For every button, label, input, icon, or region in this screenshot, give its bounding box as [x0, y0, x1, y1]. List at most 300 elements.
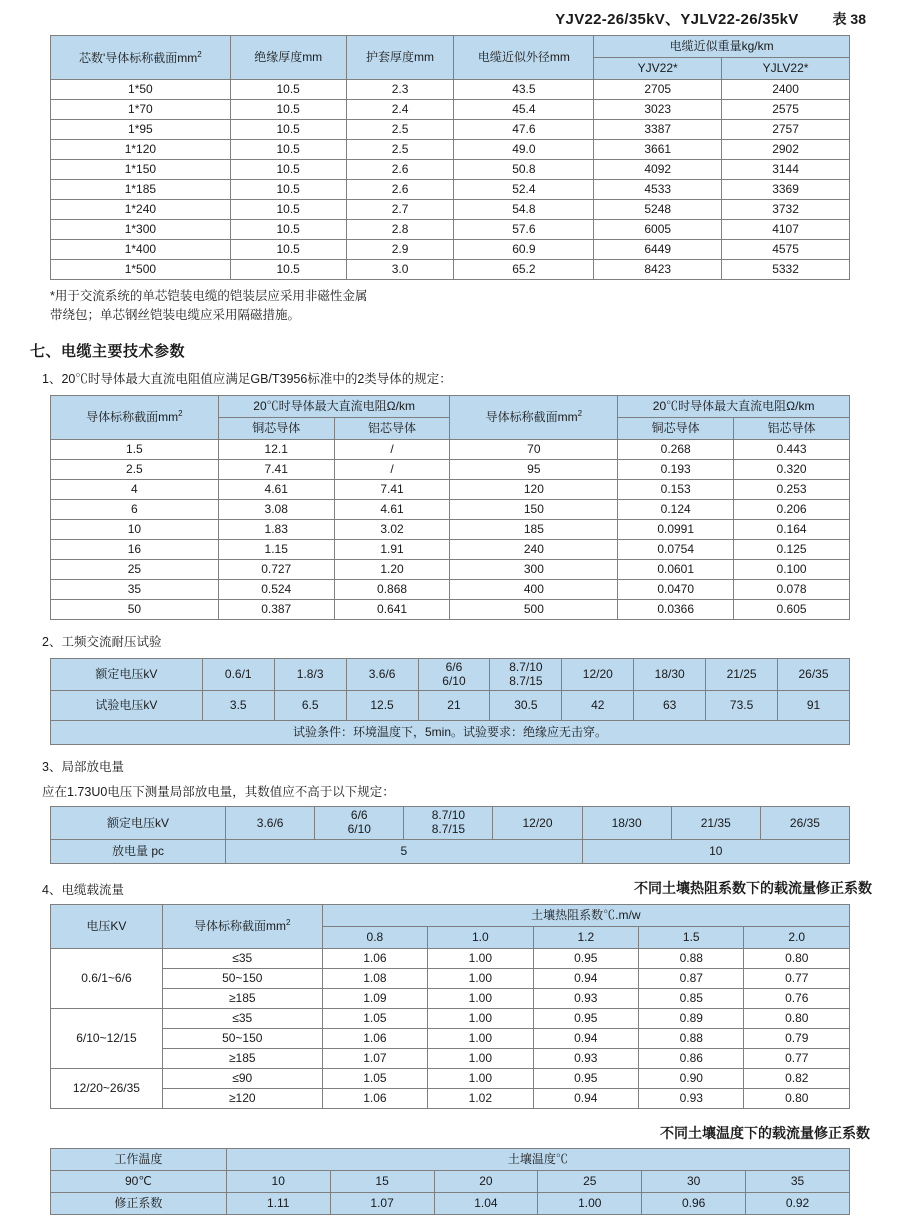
table38-cell-2-2: 2.5 — [346, 120, 454, 140]
table38-cell-4-5: 3144 — [722, 160, 850, 180]
thermal-section-0-2: ≥185 — [162, 988, 322, 1008]
thermal-value-1-1-0: 1.06 — [322, 1028, 427, 1048]
withstand-rated-1: 1.8/3 — [274, 658, 346, 691]
th-weight-yjv: YJV22* — [594, 58, 722, 80]
thermal-section-1-1: 50~150 — [162, 1028, 322, 1048]
res-left-5-0: 16 — [51, 539, 219, 559]
resistance-header-row-1 — [51, 395, 850, 417]
table-row — [51, 479, 850, 499]
table38-cell-4-3: 50.8 — [454, 160, 594, 180]
thermal-value-0-0-1: 1.00 — [428, 948, 533, 968]
res-right-3-2: 0.206 — [734, 499, 850, 519]
res-left-7-0: 35 — [51, 579, 219, 599]
pd-rated-0: 3.6/6 — [226, 807, 315, 840]
table-row — [51, 240, 850, 260]
soil-temp-4: 30 — [642, 1170, 746, 1192]
thermal-value-0-2-2: 0.93 — [533, 988, 638, 1008]
th-sheath: 护套厚度mm — [346, 36, 454, 80]
thermal-section-2-0: ≤90 — [162, 1068, 322, 1088]
res-left-5-1: 1.15 — [218, 539, 334, 559]
withstand-test-2: 12.5 — [346, 691, 418, 721]
table-row — [51, 539, 850, 559]
soil-temp-wrapper — [50, 1148, 850, 1215]
table38-cell-6-0: 1*240 — [51, 200, 231, 220]
thermal-value-2-0-2: 0.95 — [533, 1068, 638, 1088]
thermal-value-0-0-3: 0.88 — [639, 948, 744, 968]
table-row — [51, 1048, 850, 1068]
table38-cell-9-5: 5332 — [722, 260, 850, 280]
res-right-6-0: 300 — [450, 559, 618, 579]
table-row — [51, 80, 850, 100]
table38-cell-4-2: 2.6 — [346, 160, 454, 180]
res-right-5-2: 0.125 — [734, 539, 850, 559]
soil-factor-0: 1.11 — [226, 1192, 330, 1214]
table38-cell-5-3: 52.4 — [454, 180, 594, 200]
thermal-value-0-0-0: 1.06 — [322, 948, 427, 968]
withstand-test-5: 42 — [562, 691, 634, 721]
table38-cell-3-1: 10.5 — [230, 140, 346, 160]
table-row — [51, 1028, 850, 1048]
withstand-test-0: 3.5 — [202, 691, 274, 721]
th-section-left: 导体标称截面$mm^2$ — [51, 395, 219, 439]
table-row — [51, 948, 850, 968]
table38-cell-8-0: 1*400 — [51, 240, 231, 260]
table38-cell-6-3: 54.8 — [454, 200, 594, 220]
table38-cell-9-2: 3.0 — [346, 260, 454, 280]
table-row — [51, 200, 850, 220]
thermal-value-1-2-4: 0.77 — [744, 1048, 850, 1068]
table-number: 表 38 — [832, 11, 866, 27]
soil-temp-title: 不同土壤温度下的载流量修正系数 — [660, 1124, 870, 1141]
section7-item4: 4、电缆载流量 — [42, 882, 124, 897]
pd-row-rated — [51, 807, 850, 840]
res-left-3-1: 3.08 — [218, 499, 334, 519]
table38-wrapper — [50, 35, 850, 280]
table38-cell-9-0: 1*500 — [51, 260, 231, 280]
table38-body — [51, 80, 850, 280]
thermal-value-1-0-2: 0.95 — [533, 1008, 638, 1028]
table38-cell-3-4: 3661 — [594, 140, 722, 160]
withstand-table — [50, 658, 850, 746]
thermal-value-1-2-1: 1.00 — [428, 1048, 533, 1068]
res-left-6-1: 0.727 — [218, 559, 334, 579]
thermal-voltage-0: 0.6/1~6/6 — [51, 948, 163, 1008]
thermal-value-0-2-1: 1.00 — [428, 988, 533, 1008]
sup-2: 2 — [197, 49, 202, 59]
table-row — [51, 1008, 850, 1028]
thermal-value-2-0-1: 1.00 — [428, 1068, 533, 1088]
section7-item3-para: 应在1.73U0电压下测量局部放电量，其数值应不高于以下规定： — [42, 785, 395, 800]
table38-cell-4-4: 4092 — [594, 160, 722, 180]
pd-rated-5: 21/35 — [671, 807, 760, 840]
withstand-rated-0: 0.6/1 — [202, 658, 274, 691]
res-right-0-2: 0.443 — [734, 439, 850, 459]
res-left-0-1: 12.1 — [218, 439, 334, 459]
th-thermal-group: 土壤热阻系数℃.m/w — [322, 904, 849, 926]
soil-header-row — [51, 1148, 850, 1170]
withstand-row-test — [51, 691, 850, 721]
thermal-value-0-1-0: 1.08 — [322, 968, 427, 988]
thermal-coeff-3: 1.5 — [639, 926, 744, 948]
table38-cell-0-5: 2400 — [722, 80, 850, 100]
withstand-test-7: 73.5 — [706, 691, 778, 721]
thermal-value-2-1-2: 0.94 — [533, 1088, 638, 1108]
pd-rated-1: 6/6 6/10 — [315, 807, 404, 840]
thermal-value-2-0-3: 0.90 — [639, 1068, 744, 1088]
th-soil-temp-group: 土壤温度℃ — [226, 1148, 849, 1170]
res-right-3-1: 0.124 — [618, 499, 734, 519]
table38-cell-7-3: 57.6 — [454, 220, 594, 240]
res-right-7-2: 0.078 — [734, 579, 850, 599]
thermal-coeff-4: 2.0 — [744, 926, 850, 948]
thermal-header-row-1 — [51, 904, 850, 926]
table-row — [51, 100, 850, 120]
res-right-1-1: 0.193 — [618, 459, 734, 479]
thermal-value-0-0-4: 0.80 — [744, 948, 850, 968]
table38-cell-0-4: 2705 — [594, 80, 722, 100]
thermal-coeff-0: 0.8 — [322, 926, 427, 948]
table-row — [51, 988, 850, 1008]
page-title: YJV22-26/35kV、YJLV22-26/35kV — [555, 11, 799, 28]
section7-heading: 七、电缆主要技术参数 — [30, 342, 186, 360]
table38-cell-3-5: 2902 — [722, 140, 850, 160]
table-row — [51, 140, 850, 160]
thermal-value-1-2-2: 0.93 — [533, 1048, 638, 1068]
res-right-2-0: 120 — [450, 479, 618, 499]
th-outer-diameter: 电缆近似外径mm — [454, 36, 594, 80]
res-left-5-2: 1.91 — [334, 539, 450, 559]
withstand-test-1: 6.5 — [274, 691, 346, 721]
thermal-value-2-1-3: 0.93 — [639, 1088, 744, 1108]
table-row — [51, 599, 850, 619]
res-left-4-0: 10 — [51, 519, 219, 539]
note-line-2: 带绕包；单芯钢丝铠装电缆应采用隔磁措施。 — [50, 308, 301, 323]
resistance-table-body — [51, 439, 850, 619]
withstand-rated-7: 21/25 — [706, 658, 778, 691]
thermal-value-0-2-0: 1.09 — [322, 988, 427, 1008]
thermal-section-2-1: ≥120 — [162, 1088, 322, 1108]
table38-cell-2-5: 2757 — [722, 120, 850, 140]
thermal-value-1-1-1: 1.00 — [428, 1028, 533, 1048]
soil-temp-3: 25 — [538, 1170, 642, 1192]
res-right-1-0: 95 — [450, 459, 618, 479]
table38-cell-7-5: 4107 — [722, 220, 850, 240]
table38-cell-5-0: 1*185 — [51, 180, 231, 200]
section7-item4-row — [28, 878, 872, 898]
pd-rated-6: 26/35 — [760, 807, 849, 840]
table38-cell-1-4: 3023 — [594, 100, 722, 120]
res-right-4-2: 0.164 — [734, 519, 850, 539]
table38-cell-5-1: 10.5 — [230, 180, 346, 200]
withstand-test-3: 21 — [418, 691, 490, 721]
soil-temp-2: 20 — [434, 1170, 538, 1192]
thermal-coeff-2: 1.2 — [533, 926, 638, 948]
res-left-1-2: / — [334, 459, 450, 479]
res-right-5-0: 240 — [450, 539, 618, 559]
thermal-voltage-1: 6/10~12/15 — [51, 1008, 163, 1068]
table38-cell-8-5: 4575 — [722, 240, 850, 260]
withstand-rated-3: 6/6 6/10 — [418, 658, 490, 691]
th-pd-rated-voltage: 额定电压kV — [51, 807, 226, 840]
res-left-2-0: 4 — [51, 479, 219, 499]
soil-temp-table — [50, 1148, 850, 1215]
withstand-rated-5: 12/20 — [562, 658, 634, 691]
table38-cell-8-2: 2.9 — [346, 240, 454, 260]
table38-cell-1-2: 2.4 — [346, 100, 454, 120]
thermal-value-0-1-4: 0.77 — [744, 968, 850, 988]
thermal-value-1-0-3: 0.89 — [639, 1008, 744, 1028]
thermal-resistivity-wrapper — [50, 904, 850, 1109]
th-test-voltage: 试验电压kV — [51, 691, 203, 721]
th-aluminium-left: 铝芯导体 — [334, 417, 450, 439]
th-aluminium-right: 铝芯导体 — [734, 417, 850, 439]
table-row — [51, 1088, 850, 1108]
res-left-4-1: 1.83 — [218, 519, 334, 539]
table-row — [51, 579, 850, 599]
table-row — [51, 120, 850, 140]
res-right-8-0: 500 — [450, 599, 618, 619]
res-right-0-0: 70 — [450, 439, 618, 459]
res-left-2-2: 7.41 — [334, 479, 450, 499]
thermal-value-1-2-0: 1.07 — [322, 1048, 427, 1068]
th-90c: 90℃ — [51, 1170, 227, 1192]
res-left-0-2: / — [334, 439, 450, 459]
table38-cell-7-2: 2.8 — [346, 220, 454, 240]
res-right-2-1: 0.153 — [618, 479, 734, 499]
table38-cell-0-2: 2.3 — [346, 80, 454, 100]
res-left-3-0: 6 — [51, 499, 219, 519]
withstand-condition: 试验条件：环境温度下，5min。试验要求：绝缘应无击穿。 — [51, 721, 850, 745]
soil-factor-1: 1.07 — [330, 1192, 434, 1214]
soil-factor-3: 1.00 — [538, 1192, 642, 1214]
table38-cell-0-3: 43.5 — [454, 80, 594, 100]
pd-rated-3: 12/20 — [493, 807, 582, 840]
thermal-value-2-0-0: 1.05 — [322, 1068, 427, 1088]
thermal-value-1-0-1: 1.00 — [428, 1008, 533, 1028]
th-section-right: 导体标称截面$mm^2$ — [450, 395, 618, 439]
res-right-7-0: 400 — [450, 579, 618, 599]
thermal-table-body — [51, 948, 850, 1108]
res-right-4-1: 0.0991 — [618, 519, 734, 539]
withstand-rated-4: 8.7/10 8.7/15 — [490, 658, 562, 691]
withstand-rated-6: 18/30 — [634, 658, 706, 691]
th-weight-yjlv: YJLV22* — [722, 58, 850, 80]
thermal-value-2-1-4: 0.80 — [744, 1088, 850, 1108]
withstand-row-rated — [51, 658, 850, 691]
table38-cell-9-3: 65.2 — [454, 260, 594, 280]
soil-row-factors — [51, 1192, 850, 1214]
pd-rated-4: 18/30 — [582, 807, 671, 840]
res-right-6-2: 0.100 — [734, 559, 850, 579]
table38-cell-1-0: 1*70 — [51, 100, 231, 120]
pd-rated-2: 8.7/10 8.7/15 — [404, 807, 493, 840]
table-row — [51, 220, 850, 240]
partial-discharge-table — [50, 806, 850, 864]
th-correction-factor: 修正系数 — [51, 1192, 227, 1214]
th-work-temp: 工作温度 — [51, 1148, 227, 1170]
table38-note — [50, 287, 850, 326]
res-left-7-1: 0.524 — [218, 579, 334, 599]
thermal-value-0-1-3: 0.87 — [639, 968, 744, 988]
table38 — [50, 35, 850, 280]
res-left-6-2: 1.20 — [334, 559, 450, 579]
res-left-7-2: 0.868 — [334, 579, 450, 599]
res-left-0-0: 1.5 — [51, 439, 219, 459]
soil-factor-5: 0.92 — [746, 1192, 850, 1214]
thermal-value-1-0-0: 1.05 — [322, 1008, 427, 1028]
th-rated-voltage: 额定电压kV — [51, 658, 203, 691]
page-header — [28, 8, 872, 29]
table-row — [51, 499, 850, 519]
table38-cell-3-3: 49.0 — [454, 140, 594, 160]
soil-factor-4: 0.96 — [642, 1192, 746, 1214]
table-row — [51, 180, 850, 200]
thermal-value-2-0-4: 0.82 — [744, 1068, 850, 1088]
res-right-4-0: 185 — [450, 519, 618, 539]
table38-cell-5-2: 2.6 — [346, 180, 454, 200]
table38-cell-0-1: 10.5 — [230, 80, 346, 100]
table38-cell-9-4: 8423 — [594, 260, 722, 280]
table38-cell-1-5: 2575 — [722, 100, 850, 120]
th-insulation: 绝缘厚度mm — [230, 36, 346, 80]
table38-cell-3-2: 2.5 — [346, 140, 454, 160]
res-right-5-1: 0.0754 — [618, 539, 734, 559]
th-copper-left: 铜芯导体 — [218, 417, 334, 439]
table-row — [51, 459, 850, 479]
withstand-test-4: 30.5 — [490, 691, 562, 721]
table-row — [51, 1068, 850, 1088]
thermal-value-0-1-1: 1.00 — [428, 968, 533, 988]
table38-cell-5-4: 4533 — [594, 180, 722, 200]
th-resistance-group-right: 20℃时导体最大直流电阻Ω/km — [618, 395, 850, 417]
table38-cell-7-1: 10.5 — [230, 220, 346, 240]
table38-cell-2-4: 3387 — [594, 120, 722, 140]
res-right-8-2: 0.605 — [734, 599, 850, 619]
withstand-test-8: 91 — [778, 691, 850, 721]
res-left-1-1: 7.41 — [218, 459, 334, 479]
soil-temp-1: 15 — [330, 1170, 434, 1192]
table38-cell-0-0: 1*50 — [51, 80, 231, 100]
thermal-value-1-1-4: 0.79 — [744, 1028, 850, 1048]
section7-item1: 1、20℃时导体最大直流电阻值应满足GB/T3956标准中的2类导体的规定： — [42, 371, 452, 386]
res-left-8-0: 50 — [51, 599, 219, 619]
thermal-resistivity-table — [50, 904, 850, 1109]
table38-cell-9-1: 10.5 — [230, 260, 346, 280]
res-right-7-1: 0.0470 — [618, 579, 734, 599]
table-row — [51, 260, 850, 280]
note-line-1: *用于交流系统的单芯铠装电缆的铠装层应采用非磁性金属 — [50, 289, 368, 303]
section7-item2: 2、工频交流耐压试验 — [42, 634, 162, 649]
thermal-value-0-2-4: 0.76 — [744, 988, 850, 1008]
res-left-2-1: 4.61 — [218, 479, 334, 499]
table38-cell-5-5: 3369 — [722, 180, 850, 200]
pd-value-0: 5 — [226, 839, 583, 863]
thermal-value-0-1-2: 0.94 — [533, 968, 638, 988]
res-left-3-2: 4.61 — [334, 499, 450, 519]
thermal-section-0-1: 50~150 — [162, 968, 322, 988]
table38-header-row-1 — [51, 36, 850, 58]
table38-cell-6-2: 2.7 — [346, 200, 454, 220]
table38-cell-6-4: 5248 — [594, 200, 722, 220]
thermal-value-0-2-3: 0.85 — [639, 988, 744, 1008]
th-cores-section: 芯数'导体标称截面$mm^2$ — [51, 36, 231, 80]
section7-item3: 3、局部放电量 — [42, 760, 124, 775]
thermal-value-1-1-2: 0.94 — [533, 1028, 638, 1048]
table38-cell-1-1: 10.5 — [230, 100, 346, 120]
res-left-8-1: 0.387 — [218, 599, 334, 619]
table-row — [51, 439, 850, 459]
thermal-section-0-0: ≤35 — [162, 948, 322, 968]
thermal-value-2-1-0: 1.06 — [322, 1088, 427, 1108]
withstand-table-wrapper — [50, 658, 850, 746]
table38-cell-1-3: 45.4 — [454, 100, 594, 120]
table38-cell-3-0: 1*120 — [51, 140, 231, 160]
res-right-0-1: 0.268 — [618, 439, 734, 459]
th-resistance-group-left: 20℃时导体最大直流电阻Ω/km — [218, 395, 450, 417]
thermal-resistivity-title: 不同土壤热阻系数下的载流量修正系数 — [634, 879, 872, 896]
table38-cell-8-1: 10.5 — [230, 240, 346, 260]
withstand-rated-2: 3.6/6 — [346, 658, 418, 691]
table38-cell-2-0: 1*95 — [51, 120, 231, 140]
resistance-table — [50, 395, 850, 620]
table38-cell-2-3: 47.6 — [454, 120, 594, 140]
table-row — [51, 559, 850, 579]
soil-temp-5: 35 — [746, 1170, 850, 1192]
th-copper-right: 铜芯导体 — [618, 417, 734, 439]
table38-cell-6-1: 10.5 — [230, 200, 346, 220]
soil-row-temps — [51, 1170, 850, 1192]
res-right-8-1: 0.0366 — [618, 599, 734, 619]
thermal-voltage-2: 12/20~26/35 — [51, 1068, 163, 1108]
thermal-value-1-2-3: 0.86 — [639, 1048, 744, 1068]
res-left-6-0: 25 — [51, 559, 219, 579]
res-right-6-1: 0.0601 — [618, 559, 734, 579]
table-row — [51, 160, 850, 180]
res-right-3-0: 150 — [450, 499, 618, 519]
table-row — [51, 519, 850, 539]
partial-discharge-wrapper — [50, 806, 850, 864]
table38-cell-8-4: 6449 — [594, 240, 722, 260]
soil-factor-2: 1.04 — [434, 1192, 538, 1214]
thermal-value-2-1-1: 1.02 — [428, 1088, 533, 1108]
th-pd-value: 放电量 pc — [51, 839, 226, 863]
res-left-1-0: 2.5 — [51, 459, 219, 479]
thermal-value-1-1-3: 0.88 — [639, 1028, 744, 1048]
withstand-test-6: 63 — [634, 691, 706, 721]
res-left-8-2: 0.641 — [334, 599, 450, 619]
sup-2: 2 — [577, 409, 583, 419]
table38-cell-8-3: 60.9 — [454, 240, 594, 260]
table38-cell-4-0: 1*150 — [51, 160, 231, 180]
pd-value-1: 10 — [582, 839, 849, 863]
table38-cell-6-5: 3732 — [722, 200, 850, 220]
table38-cell-7-0: 1*300 — [51, 220, 231, 240]
res-left-4-2: 3.02 — [334, 519, 450, 539]
thermal-coeff-1: 1.0 — [428, 926, 533, 948]
withstand-rated-8: 26/35 — [778, 658, 850, 691]
thermal-value-0-0-2: 0.95 — [533, 948, 638, 968]
table38-cell-4-1: 10.5 — [230, 160, 346, 180]
sup-2: 2 — [286, 918, 291, 928]
res-right-1-2: 0.320 — [734, 459, 850, 479]
table38-cell-7-4: 6005 — [594, 220, 722, 240]
pd-row-value — [51, 839, 850, 863]
thermal-section-1-0: ≤35 — [162, 1008, 322, 1028]
thermal-section-1-2: ≥185 — [162, 1048, 322, 1068]
withstand-row-condition — [51, 721, 850, 745]
soil-temp-0: 10 — [226, 1170, 330, 1192]
th-conductor-section: 导体标称截面$mm^2$ — [162, 904, 322, 948]
